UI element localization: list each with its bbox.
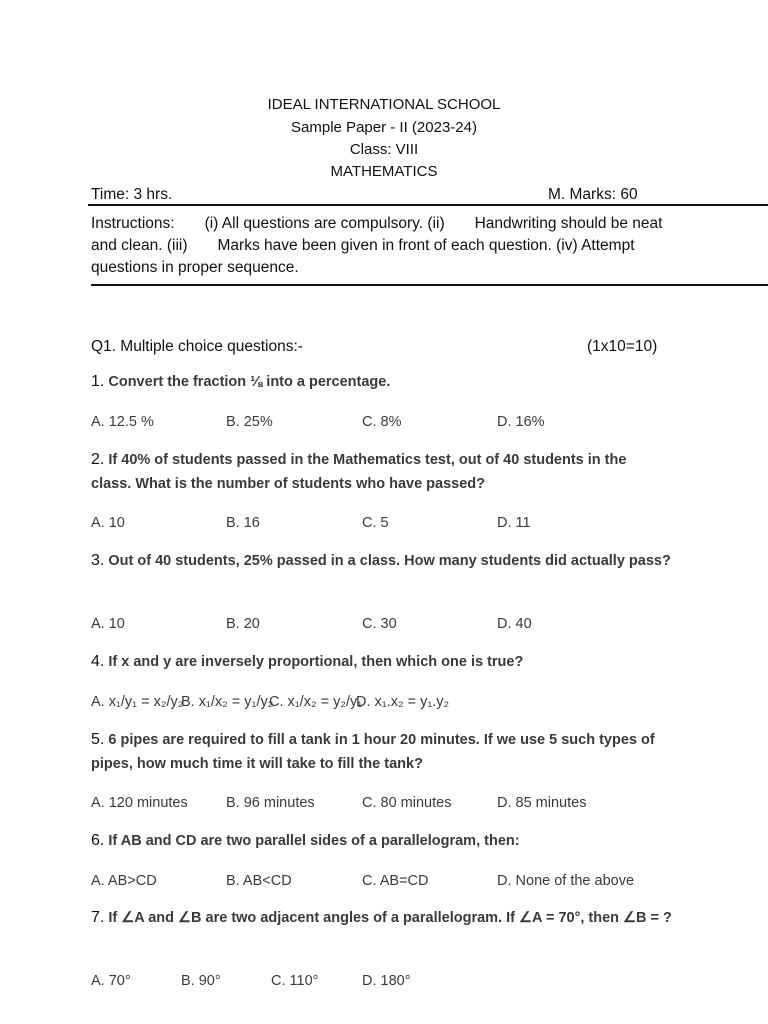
option-b: B. AB<CD (226, 873, 292, 889)
question-text: Convert the fraction ⅛ into a percentage. (108, 374, 391, 390)
question-number: 4. (91, 653, 105, 670)
instruction-i: (i) All questions are compulsory. (ii) (204, 215, 445, 232)
question-text: If AB and CD are two parallel sides of a parallelogram, then: (108, 833, 520, 849)
instructions-divider (91, 284, 768, 286)
question-number: 6. (91, 832, 105, 849)
section-title: Q1. Multiple choice questions:- (91, 338, 303, 355)
option-c: C. 110° (271, 973, 319, 989)
option-a: A. x₁/y₁ = x₂/y₂ (91, 694, 184, 710)
instructions-label: Instructions: (91, 215, 175, 232)
option-c: C. 80 minutes (362, 795, 452, 811)
option-d: D. None of the above (497, 873, 635, 889)
option-d: D. 40 (497, 616, 532, 632)
question-text: 6 pipes are required to fill a tank in 1 hour 20 minutes. If we use 5 such types of pipes, how much time it will take to fill the tank? (91, 732, 655, 772)
option-d: D. 85 minutes (497, 795, 587, 811)
option-d: D. 11 (497, 515, 531, 531)
time-label: Time: 3 hrs. (91, 186, 173, 203)
school-name: IDEAL INTERNATIONAL SCHOOL (267, 96, 501, 113)
question-2 (91, 448, 661, 496)
option-c: C. AB=CD (362, 873, 429, 889)
option-c: C. 30 (362, 616, 397, 632)
option-a: A. 10 (91, 616, 125, 632)
subject-label: MATHEMATICS (330, 163, 438, 180)
question-number: 7. (91, 909, 105, 926)
option-c: C. 8% (362, 414, 402, 430)
instruction-ii: Handwriting should be neat and clean. (iii) (91, 215, 663, 254)
question-text: If 40% of students passed in the Mathematics test, out of 40 students in the class. What is the number of students who have passed? (91, 452, 627, 492)
option-b: B. 25% (226, 414, 273, 430)
option-d: D. 180° (362, 973, 411, 989)
max-marks-label: M. Marks: 60 (548, 186, 638, 203)
option-b: B. 20 (226, 616, 260, 632)
option-a: A. AB>CD (91, 873, 157, 889)
option-a: A. 12.5 % (91, 414, 154, 430)
question-5 (91, 728, 691, 776)
instruction-iv: Attempt questions in proper sequence. (91, 237, 635, 276)
header-divider (88, 204, 768, 206)
question-1 (91, 370, 691, 394)
question-7 (91, 906, 681, 930)
question-text: Out of 40 students, 25% passed in a class. How many students did actually pass? (108, 553, 671, 569)
section-marks: (1x10=10) (587, 338, 658, 355)
option-b: B. x₁/x₂ = y₁/y₂ (181, 694, 274, 710)
option-c: C. 5 (362, 515, 389, 531)
option-a: A. 70° (91, 973, 131, 989)
option-a: A. 10 (91, 515, 125, 531)
question-text: If x and y are inversely proportional, then which one is true? (108, 654, 524, 670)
question-3 (91, 549, 671, 573)
option-b: B. 16 (226, 515, 260, 531)
option-d: D. x₁.x₂ = y₁.y₂ (356, 694, 450, 710)
instruction-iii: Marks have been given in front of each question. (iv) (217, 237, 578, 254)
question-text: If ∠A and ∠B are two adjacent angles of a parallelogram. If ∠A = 70°, then ∠B = ? (108, 910, 672, 926)
question-number: 3. (91, 552, 105, 569)
class-label: Class: VIII (349, 141, 419, 158)
option-d: D. 16% (497, 414, 545, 430)
question-number: 1. (91, 373, 105, 390)
option-b: B. 90° (181, 973, 221, 989)
question-4 (91, 650, 691, 674)
instructions-block (91, 213, 671, 279)
option-c: C. x₁/x₂ = y₂/y₁ (269, 694, 363, 710)
paper-title: Sample Paper - II (2023-24) (291, 119, 477, 136)
question-number: 2. (91, 451, 105, 468)
option-a: A. 120 minutes (91, 795, 188, 811)
question-number: 5. (91, 731, 105, 748)
question-6 (91, 829, 691, 853)
option-b: B. 96 minutes (226, 795, 315, 811)
